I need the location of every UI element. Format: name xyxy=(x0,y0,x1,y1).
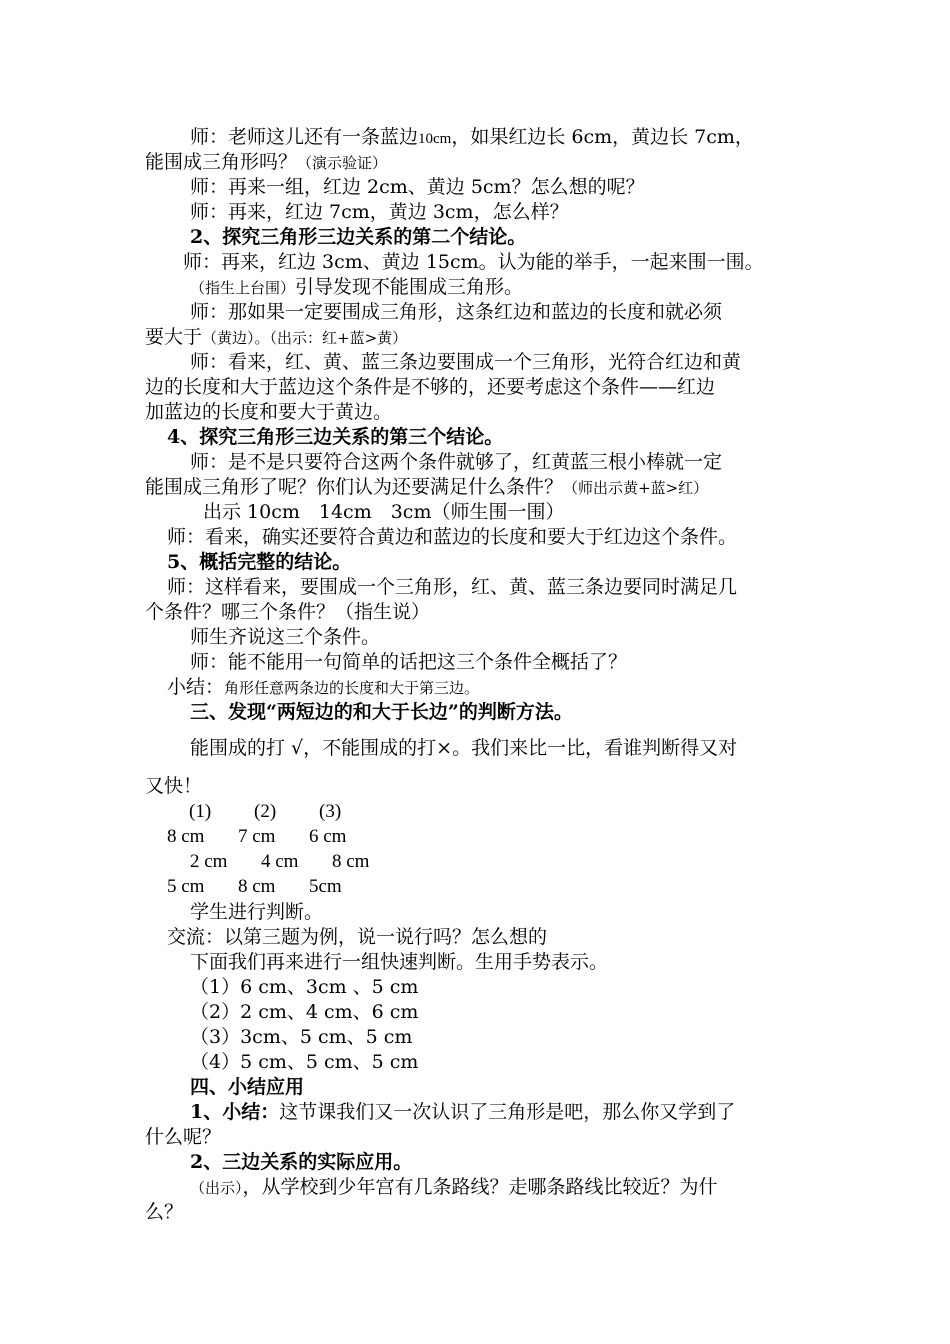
exercise-cell: 5cm xyxy=(309,876,342,897)
paragraph-line: 能围成的打 √，不能围成的打×。我们来比一比，看谁判断得又对 xyxy=(190,737,738,759)
exercise-cell: 7 cm xyxy=(238,826,276,847)
section-heading: 5、概括完整的结论。 xyxy=(167,551,352,573)
text: 能围成三角形吗？ xyxy=(145,151,298,173)
section-heading: 四、小结应用 xyxy=(190,1076,305,1098)
paragraph-line: 师：看来，确实还要符合黄边和蓝边的长度和要大于红边这个条件。 xyxy=(167,526,738,548)
paragraph-line: 师生齐说这三个条件。 xyxy=(190,626,381,648)
paragraph-line xyxy=(145,475,708,500)
annotation: （指生上台围） xyxy=(190,279,296,297)
exercise-cell: 4 cm xyxy=(261,851,299,872)
paragraph-line: 师：能不能用一句简单的话把这三个条件全概括了？ xyxy=(190,651,628,673)
paragraph-line: 加蓝边的长度和要大于黄边。 xyxy=(145,401,393,423)
paragraph-line xyxy=(190,125,754,151)
text: 师：老师这儿还有一条蓝边 xyxy=(190,126,419,148)
paragraph-line: 出示 10cm 14cm 3cm（师生围一围） xyxy=(203,501,565,523)
paragraph-line xyxy=(167,675,479,700)
list-item: （1）6 cm、3cm 、5 cm xyxy=(190,976,419,998)
annotation: （黄边）。（出示：红+蓝>黄） xyxy=(202,329,408,347)
exercise-cell: 8 cm xyxy=(167,826,205,847)
exercise-cell: 8 cm xyxy=(332,851,370,872)
section-heading: 2、探究三角形三边关系的第二个结论。 xyxy=(190,226,527,248)
paragraph-line: 师：再来一组，红边 2cm、黄边 5cm？怎么想的呢？ xyxy=(190,176,645,198)
paragraph-line: 个条件？哪三个条件？（指生说） xyxy=(145,601,431,623)
text: 1、小结： xyxy=(190,1101,280,1123)
list-item: （4）5 cm、5 cm、5 cm xyxy=(190,1051,419,1073)
text: 小结： xyxy=(167,676,225,698)
annotation: （师出示黄+蓝>红） xyxy=(563,479,709,497)
text: 能围成三角形了呢？你们认为还要满足什么条件？ xyxy=(145,476,564,498)
exercise-header: (2) xyxy=(254,801,277,822)
paragraph-line: 边的长度和大于蓝边这个条件是不够的，还要考虑这个条件——红边 xyxy=(145,376,716,398)
text: 10cm xyxy=(418,131,452,147)
paragraph-line xyxy=(145,325,407,350)
exercise-header: (3) xyxy=(319,801,342,822)
text: ，从学校到少年宫有几条路线？走哪条路线比较近？为什 xyxy=(242,1176,718,1198)
exercise-cell: 5 cm xyxy=(167,876,205,897)
paragraph-line: 下面我们再来进行一组快速判断。生用手势表示。 xyxy=(190,951,609,973)
paragraph-line xyxy=(190,1175,718,1200)
section-heading: 三、发现“两短边的和大于长边”的判断方法。 xyxy=(190,701,573,723)
paragraph-line: 又快！ xyxy=(145,775,203,797)
text: 引导发现不能围成三角形。 xyxy=(295,276,524,298)
section-heading: 4、探究三角形三边关系的第三个结论。 xyxy=(167,426,504,448)
paragraph-line: 师：是不是只要符合这两个条件就够了，红黄蓝三根小棒就一定 xyxy=(190,451,723,473)
paragraph-line: 什么呢？ xyxy=(145,1126,222,1148)
text: ，如果红边长 6cm，黄边长 7cm， xyxy=(451,126,754,148)
paragraph-line xyxy=(190,1100,735,1124)
section-heading: 2、三边关系的实际应用。 xyxy=(190,1151,413,1173)
text: 要大于 xyxy=(145,326,203,348)
annotation: （演示验证） xyxy=(297,154,388,172)
paragraph-line xyxy=(190,275,523,300)
paragraph-line: 师：看来，红、黄、蓝三条边要围成一个三角形，光符合红边和黄 xyxy=(190,351,742,373)
exercise-cell: 2 cm xyxy=(190,851,228,872)
list-item: （2）2 cm、4 cm、6 cm xyxy=(190,1001,419,1023)
annotation: 角形任意两条边的长度和大于第三边。 xyxy=(224,679,480,697)
exercise-header: (1) xyxy=(189,801,212,822)
exercise-cell: 6 cm xyxy=(309,826,347,847)
paragraph-line: 交流：以第三题为例，说一说行吗？怎么想的 xyxy=(167,926,548,948)
paragraph-line: 师：这样看来，要围成一个三角形，红、黄、蓝三条边要同时满足几 xyxy=(167,576,738,598)
list-item: （3）3cm、5 cm、5 cm xyxy=(190,1026,413,1048)
paragraph-line: 师：再来，红边 7cm，黄边 3cm，怎么样？ xyxy=(190,201,569,223)
paragraph-line xyxy=(145,150,387,175)
paragraph-line: 师：那如果一定要围成三角形，这条红边和蓝边的长度和就必须 xyxy=(190,301,723,323)
paragraph-line: 师：再来，红边 3cm、黄边 15cm。认为能的举手，一起来围一围。 xyxy=(183,251,764,273)
text: 这节课我们又一次认识了三角形是吧，那么你又学到了 xyxy=(279,1101,736,1123)
paragraph-line: 学生进行判断。 xyxy=(190,901,324,923)
paragraph-line: 么？ xyxy=(145,1201,184,1223)
annotation: （出示） xyxy=(190,1179,243,1197)
exercise-cell: 8 cm xyxy=(238,876,276,897)
